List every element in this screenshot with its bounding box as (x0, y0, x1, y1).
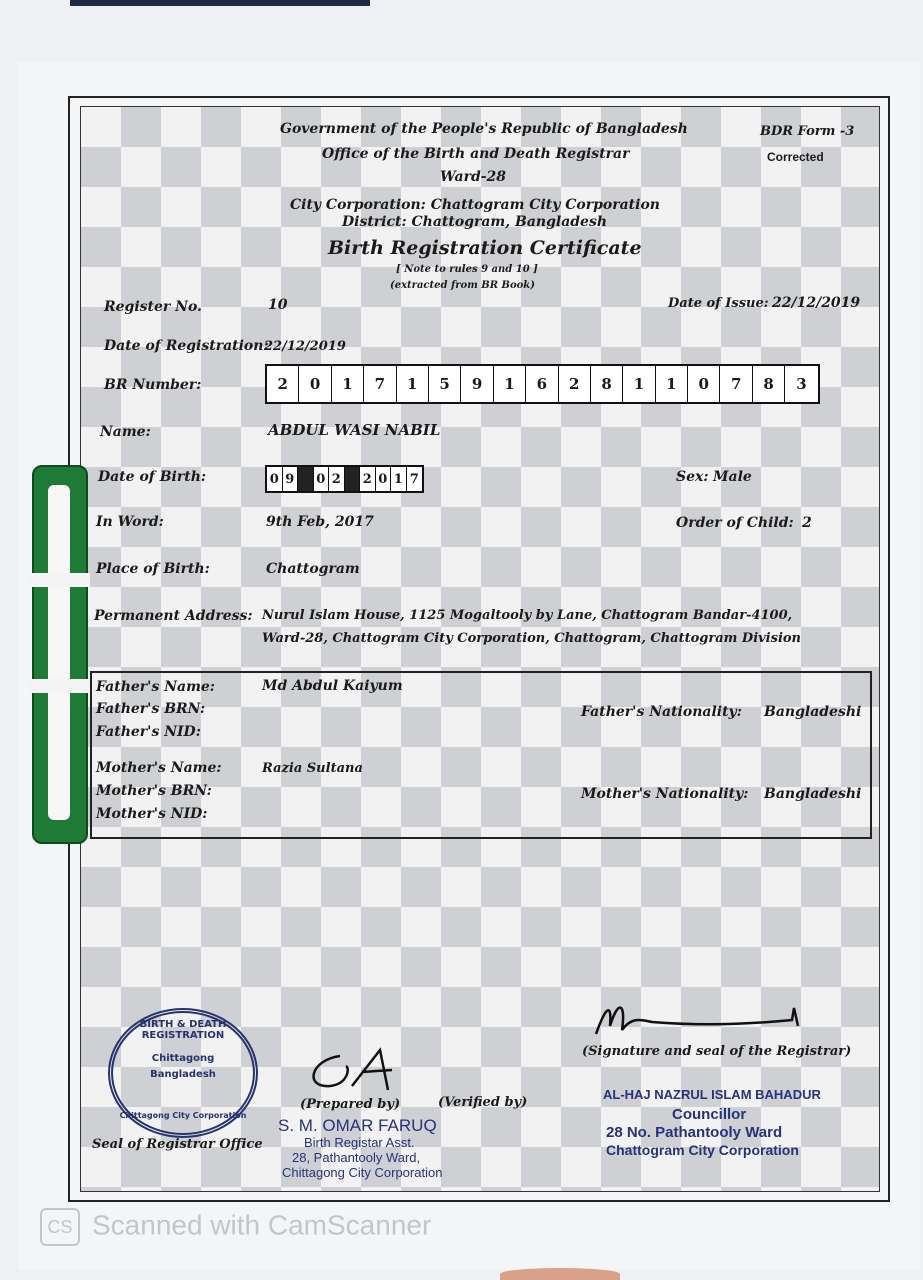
extract-note: (extracted from BR Book) (390, 280, 535, 291)
clip-band (28, 573, 90, 587)
br-digit: 1 (494, 366, 526, 402)
br-digit: 1 (332, 366, 364, 402)
issue-label: Date of Issue: (668, 296, 769, 311)
order-label: Order of Child: (676, 515, 794, 531)
top-edge-strip (70, 0, 370, 6)
mother-nid-label: Mother's NID: (96, 806, 208, 822)
registration-value: 22/12/2019 (264, 339, 346, 354)
address-line-2: Ward-28, Chattogram City Corporation, Chattogram, Chattogram Division (262, 631, 802, 646)
mother-name-label: Mother's Name: (96, 760, 222, 776)
br-digit: 3 (796, 375, 807, 393)
prepared-label: (Prepared by) (300, 1097, 401, 1112)
dob-digit: 0 (314, 467, 330, 491)
finger-edge (500, 1268, 620, 1280)
clip-slot (48, 485, 70, 820)
registrar-corp: Chattogram City Corporation (606, 1142, 799, 1158)
br-label: BR Number: (104, 377, 202, 393)
preparer-title: Birth Registar Asst. (304, 1135, 415, 1150)
dob-digit: 2 (329, 467, 345, 491)
br-digit: 7 (364, 366, 396, 402)
camscanner-logo-icon: CS (40, 1208, 80, 1246)
registration-seal (108, 1008, 258, 1138)
mother-nationality-label: Mother's Nationality: (581, 786, 749, 802)
registration-label: Date of Registration: (104, 338, 269, 354)
clip-band (28, 679, 90, 693)
mother-nationality: Bangladeshi (764, 786, 862, 802)
register-label: Register No. (104, 299, 202, 315)
district-heading: District: Chattogram, Bangladesh (342, 214, 608, 230)
dob-digit: 0 (267, 467, 283, 491)
issue-value: 22/12/2019 (772, 295, 861, 311)
br-digit: 5 (429, 366, 461, 402)
register-value: 10 (268, 297, 288, 313)
place-label: Place of Birth: (96, 561, 210, 577)
order-value: 2 (802, 515, 812, 531)
mother-brn-label: Mother's BRN: (96, 783, 212, 799)
br-digit: 0 (299, 366, 331, 402)
br-digit: 1 (397, 366, 429, 402)
corrected-mark: Corrected (767, 150, 824, 164)
in-word-value: 9th Feb, 2017 (266, 514, 374, 530)
dob-digit: 1 (391, 467, 407, 491)
in-word-label: In Word: (96, 514, 164, 530)
dob-separator (298, 467, 314, 491)
sex-value: Male (713, 469, 752, 485)
registrar-name: AL-HAJ NAZRUL ISLAM BAHADUR (603, 1087, 821, 1102)
registrar-signature-label: (Signature and seal of the Registrar) (582, 1044, 852, 1059)
dob-separator (345, 467, 361, 491)
br-digit: 1 (623, 366, 655, 402)
br-digit: 8 (591, 366, 623, 402)
city-corp-heading: City Corporation: Chattogram City Corporation (290, 197, 660, 213)
binder-clip (32, 465, 88, 844)
gov-heading: Government of the People's Republic of Bangladesh (280, 121, 688, 137)
seal-label: Seal of Registrar Office (92, 1137, 263, 1152)
dob-digit: 9 (283, 467, 299, 491)
camscanner-watermark (40, 1208, 431, 1246)
rules-note: [ Note to rules 9 and 10 ] (396, 264, 538, 275)
br-digit: 0 (688, 366, 720, 402)
br-digit: 8 (753, 366, 785, 402)
office-heading: Office of the Birth and Death Registrar (322, 146, 630, 162)
father-name-label: Father's Name: (96, 679, 215, 695)
preparer-corp: Chittagong City Corporation (282, 1165, 443, 1180)
certificate-title: Birth Registration Certificate (328, 237, 642, 259)
dob-digit: 2 (360, 467, 376, 491)
father-nationality-label: Father's Nationality: (581, 704, 742, 720)
br-digit: 1 (656, 366, 688, 402)
br-digit: 9 (461, 366, 493, 402)
father-brn-label: Father's BRN: (96, 701, 206, 717)
br-digit: 2 (267, 366, 299, 402)
seal-inner-text-1: Chittagong (151, 1053, 215, 1064)
ward-heading: Ward-28 (440, 169, 507, 185)
registrar-ward: 28 No. Pathantooly Ward (606, 1124, 783, 1141)
dob-digit: 7 (409, 471, 419, 487)
verified-label: (Verified by) (438, 1095, 528, 1110)
address-label: Permanent Address: (94, 608, 253, 624)
dob-box (265, 465, 424, 493)
name-label: Name: (100, 424, 151, 440)
preparer-signature (300, 1046, 410, 1096)
sex-label: Sex: (676, 469, 709, 485)
seal-ring-text: BIRTH & DEATH REGISTRATION (139, 1019, 227, 1041)
br-digit: 6 (526, 366, 558, 402)
preparer-name: S. M. OMAR FARUQ (278, 1116, 437, 1135)
seal-bottom-text: Chittagong City Corporation (119, 1111, 247, 1120)
registrar-signature (592, 996, 852, 1042)
place-value: Chattogram (266, 561, 360, 577)
mother-name: Razia Sultana (262, 761, 363, 776)
father-nid-label: Father's NID: (96, 724, 201, 740)
preparer-ward: 28, Pathantooly Ward, (292, 1150, 421, 1165)
dob-digit: 0 (376, 467, 392, 491)
dob-label: Date of Birth: (98, 469, 207, 485)
br-digit: 7 (720, 366, 752, 402)
address-line-1: Nurul Islam House, 1125 Mogaltooly by Lane, Chattogram Bandar-4100, (262, 608, 793, 623)
father-name: Md Abdul Kaiyum (262, 678, 403, 694)
child-name: ABDUL WASI NABIL (268, 421, 441, 439)
camscanner-text: Scanned with CamScanner (92, 1209, 432, 1241)
br-number-box (265, 364, 820, 404)
father-nationality: Bangladeshi (764, 704, 862, 720)
seal-inner-text-2: Bangladesh (150, 1069, 216, 1080)
registrar-title: Councillor (672, 1106, 747, 1123)
br-digit: 2 (559, 366, 591, 402)
form-number: BDR Form -3 (760, 124, 855, 139)
